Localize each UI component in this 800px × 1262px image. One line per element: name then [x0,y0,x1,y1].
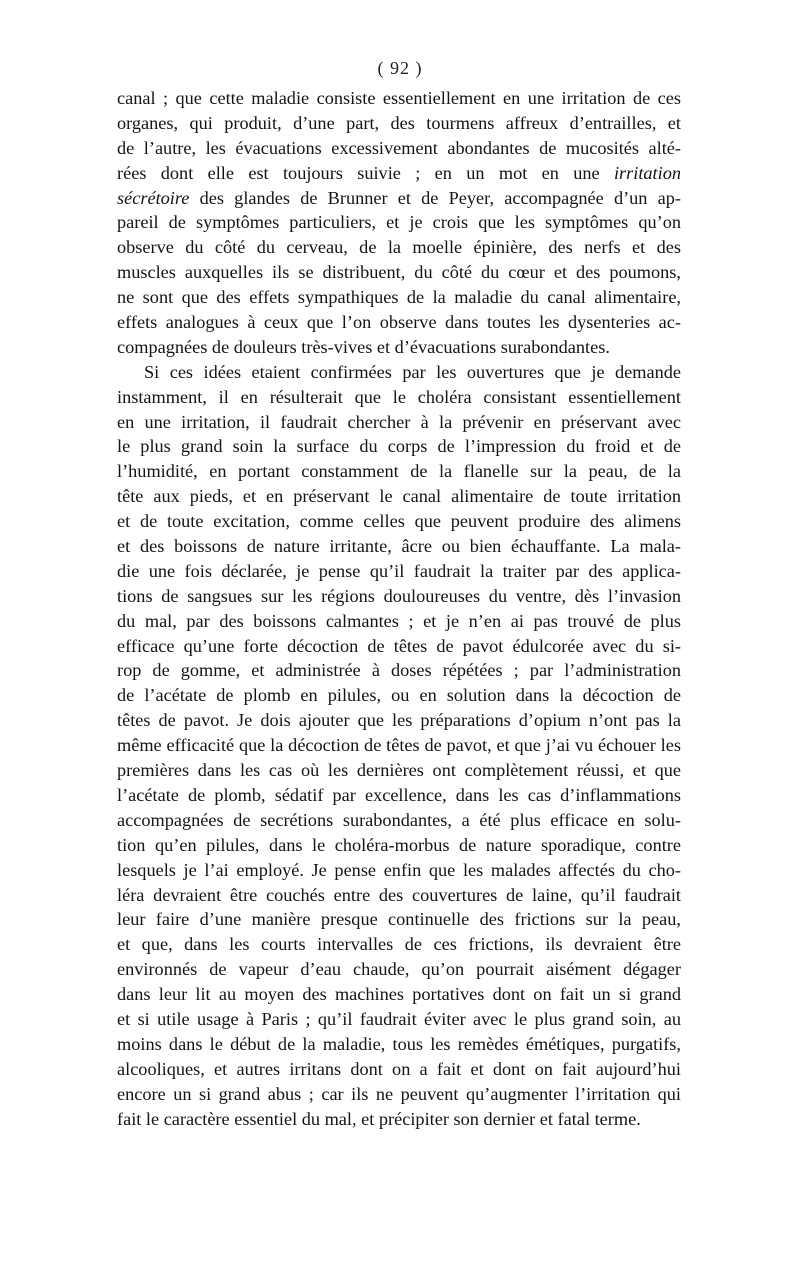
text-line: tions de sangsues sur les régions douloureuses du ventre, dès l’invasion [117,585,681,606]
text-line: de l’autre, les évacuations excessivement abondantes de mucosités alté- [117,137,681,158]
text-line: tête aux pieds, et en préservant le canal alimentaire de toute irritation [117,486,681,507]
page-number: ( 92 ) [377,58,423,78]
text-line: rop de gomme, et administrée à doses répétées ; par l’administration [117,660,681,681]
text-line: rées dont elle est toujours suivie ; en un mot en une irritation [117,162,681,183]
text-line: encore un si grand abus ; car ils ne peuvent qu’augmenter l’irritation qui [117,1083,681,1104]
paragraph-2 [117,360,681,1132]
text-line: et que, dans les courts intervalles de ces frictions, ils devraient être [117,934,681,955]
text-line: têtes de pavot. Je dois ajouter que les préparations d’opium n’ont pas la [117,710,681,731]
text-line: alcooliques, et autres irritans dont on a fait et dont on fait aujourd’hui [117,1058,681,1079]
text-line: pareil de symptômes particuliers, et je crois que les symptômes qu’on [117,212,681,233]
text-line: dans leur lit au moyen des machines portatives dont on fait un si grand [117,984,681,1005]
text-line: efficace qu’une forte décoction de têtes de pavot édulcorée avec du si- [117,635,681,656]
text-line: premières dans les cas où les dernières ont complètement réussi, et que [117,760,681,781]
text-line: muscles auxquelles ils se distribuent, du côté du cœur et des poumons, [117,262,681,283]
text-line: le plus grand soin la surface du corps de l’impression du froid et de [117,436,681,457]
text-line: Si ces idées etaient confirmées par les ouvertures que je demande [144,361,681,382]
paragraph-1 [117,86,681,360]
text-line: même efficacité que la décoction de têtes de pavot, et que j’ai vu échouer les [117,735,681,756]
text-line: de l’acétate de plomb en pilules, ou en solution dans la décoction de [117,685,681,706]
text-line: tion qu’en pilules, dans le choléra-morbus de nature sporadique, contre [117,834,681,855]
text-line: fait le caractère essentiel du mal, et précipiter son dernier et fatal terme. [117,1108,641,1129]
text-line: ne sont que des effets sympathiques de la maladie du canal alimentaire, [117,287,681,308]
text-line: environnés de vapeur d’eau chaude, qu’on pourrait aisément dégager [117,959,681,980]
text-line: moins dans le début de la maladie, tous les remèdes émétiques, purgatifs, [117,1033,681,1054]
text-line: léra devraient être couchés entre des couvertures de laine, qu’il faudrait [117,884,681,905]
text-line: die une fois déclarée, je pense qu’il faudrait la traiter par des applica- [117,560,681,581]
text-line: organes, qui produit, d’une part, des tourmens affreux d’entrailles, et [117,112,681,133]
text-line: en une irritation, il faudrait chercher à la prévenir en préservant avec [117,411,681,432]
text-line: lesquels je l’ai employé. Je pense enfin que les malades affectés du cho- [117,859,681,880]
text-line: et si utile usage à Paris ; qu’il faudrait éviter avec le plus grand soin, au [117,1008,681,1029]
text-line: observe du côté du cerveau, de la moelle épinière, des nerfs et des [117,237,681,258]
text-line: et des boissons de nature irritante, âcre ou bien échauffante. La mala- [117,536,681,557]
text-line: l’humidité, en portant constamment de la flanelle sur la peau, de la [117,461,681,482]
text-line: du mal, par des boissons calmantes ; et je n’en ai pas trouvé de plus [117,610,681,631]
text-line: effets analogues à ceux que l’on observe dans toutes les dysenteries ac- [117,312,681,333]
text-line: sécrétoire des glandes de Brunner et de Peyer, accompagnée d’un ap- [117,187,681,208]
text-line: instamment, il en résulterait que le choléra consistant essentiellement [117,386,681,407]
body-text [117,86,681,1131]
text-line: leur faire d’une manière presque continuelle des frictions sur la peau, [117,909,681,930]
text-line: et de toute excitation, comme celles que peuvent produire des alimens [117,511,681,532]
text-line: l’acétate de plomb, sédatif par excellence, dans les cas d’inflammations [117,784,681,805]
text-line: compagnées de douleurs très-vives et d’évacuations surabondantes. [117,336,610,357]
text-line: accompagnées de secrétions surabondantes, a été plus efficace en solu- [117,809,681,830]
text-line: canal ; que cette maladie consiste essentiellement en une irritation de ces [117,88,681,108]
